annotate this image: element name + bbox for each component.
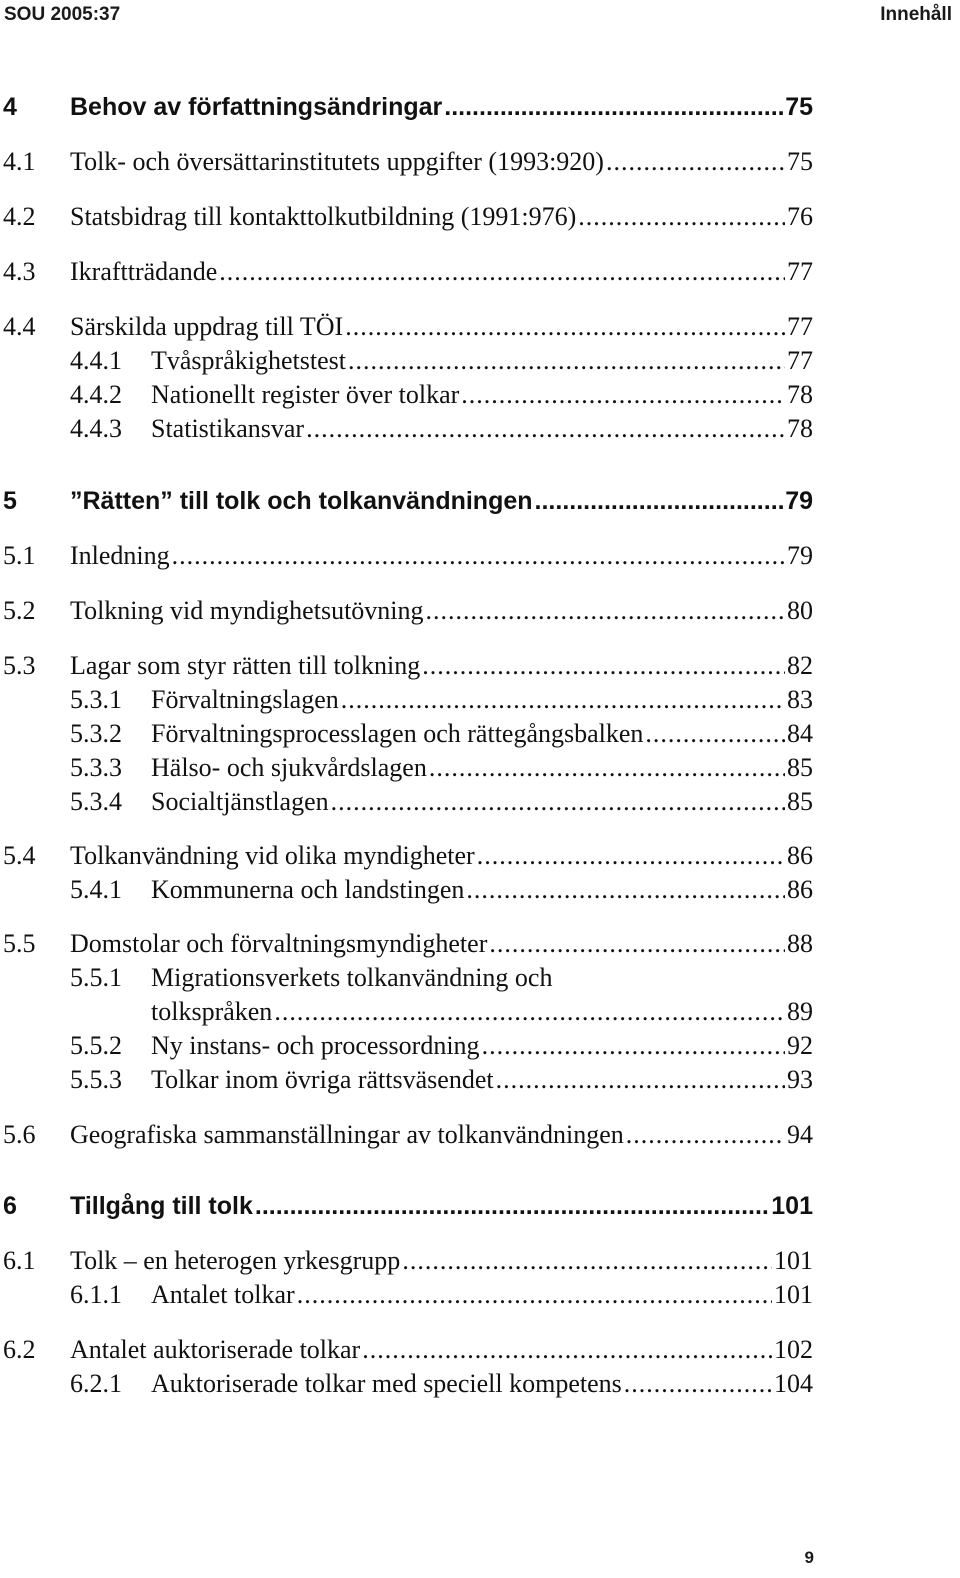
toc-entry-number: 6.2.1 [70,1369,122,1398]
dot-leader [496,1063,785,1097]
toc-entry[interactable] [0,255,960,289]
toc-entry-page: 104 [774,1369,813,1398]
toc-entry-number: 6 [3,1192,17,1220]
toc-entry-number: 5.5 [3,929,36,958]
toc-entry[interactable] [0,1333,960,1367]
dot-leader [645,717,785,751]
toc-entry-number: 5.5.2 [70,1031,122,1060]
dot-leader [466,873,785,907]
toc-entry-page: 86 [787,875,813,904]
toc-entry-number: 5.4.1 [70,875,122,904]
toc-entry-title: Statsbidrag till kontakttolkutbildning (1991:976) [70,202,577,231]
toc-entry[interactable] [0,927,960,961]
toc-entry-title: Ny instans- och processordning [151,1031,480,1060]
toc-entry-page: 77 [787,257,813,286]
toc-entry[interactable] [0,412,960,446]
toc-entry[interactable] [0,344,960,378]
toc-entry-page: 101 [771,1192,813,1220]
toc-entry[interactable] [0,539,960,573]
toc-entry-title: Tolkanvändning vid olika myndigheter [70,841,475,870]
toc-entry-number: 4.4 [3,312,36,341]
toc-entry-title: Tillgång till tolk [70,1192,253,1220]
toc-entry-page: 102 [774,1335,813,1364]
toc-entry-title: Särskilda uppdrag till TÖI [70,312,344,341]
dot-leader [341,683,785,717]
dot-leader [461,378,785,412]
toc-entry-page: 79 [787,541,813,570]
toc-entry[interactable] [0,785,960,819]
toc-entry[interactable] [0,145,960,179]
toc-entry[interactable] [0,717,960,751]
toc-entry-page: 80 [787,596,813,625]
toc-entry-page: 77 [787,312,813,341]
dot-leader [477,839,785,873]
toc-entry-title: Inledning [70,541,170,570]
toc-entry[interactable] [0,649,960,683]
running-header-left: SOU 2005:37 [4,4,121,25]
dot-leader [402,1244,772,1278]
dot-leader [345,310,785,344]
toc-entry-number: 5.3 [3,651,36,680]
toc-entry-title: Statistikansvar [151,414,305,443]
toc-entry[interactable] [0,1029,960,1063]
toc-entry-number: 4 [3,93,17,121]
toc-entry-number: 5.5.1 [70,963,122,992]
toc-entry-page: 75 [787,147,813,176]
toc-entry-page: 75 [785,93,813,121]
toc-entry[interactable] [0,961,960,1026]
toc-entry-number: 5.3.3 [70,753,122,782]
toc-entry[interactable] [0,1367,960,1401]
toc-entry-title: Förvaltningslagen [151,685,339,714]
toc-entry-number: 6.2 [3,1335,36,1364]
toc-entry[interactable] [0,1278,960,1312]
toc-entry[interactable] [0,1063,960,1097]
toc-entry-number: 4.1 [3,147,36,176]
toc-entry-number: 4.4.2 [70,380,122,409]
toc-entry-page: 78 [787,414,813,443]
toc-entry-number: 5.4 [3,841,36,870]
dot-leader [331,785,785,819]
toc-entry-title: Ikraftträdande [70,257,218,286]
toc-entry-title: Tvåspråkighetstest [151,346,346,375]
dot-leader [362,1333,772,1367]
running-header-right: Innehåll [880,4,952,25]
dot-leader [429,751,785,785]
toc-entry-title: Förvaltningsprocesslagen och rättegångsbalken [151,719,644,748]
page-number: 9 [804,1548,814,1567]
toc-entry-title: Tolkning vid myndighetsutövning [70,596,424,625]
toc-entry-title: Antalet auktoriserade tolkar [70,1335,361,1364]
dot-leader [578,200,785,234]
toc-entry-page: 92 [787,1031,813,1060]
toc-entry-number: 5.5.3 [70,1065,122,1094]
toc-entry[interactable] [0,1189,960,1223]
toc-entry-number: 4.3 [3,257,36,286]
toc-entry-page: 94 [787,1120,813,1149]
toc-entry-page: 85 [787,753,813,782]
dot-leader [535,484,784,518]
toc-entry-page: 101 [774,1280,813,1309]
dot-leader [297,1278,772,1312]
toc-entry[interactable] [0,839,960,873]
dot-leader [624,1367,772,1401]
toc-entry-title: Nationellt register över tolkar [151,380,460,409]
toc-entry[interactable] [0,200,960,234]
toc-entry-page: 85 [787,787,813,816]
toc-entry-title: Tolk- och översättarinstitutets uppgifter (1993:920) [70,147,604,176]
dot-leader [219,255,785,289]
toc-entry-page: 77 [787,346,813,375]
toc-entry[interactable] [0,1244,960,1278]
toc-entry-page: 78 [787,380,813,409]
toc-entry-title: Geografiska sammanställningar av tolkanvändningen [70,1120,624,1149]
dot-leader [606,145,785,179]
dot-leader [426,594,785,628]
dot-leader [422,649,785,683]
toc-entry-title: Tolkar inom övriga rättsväsendet [151,1065,494,1094]
toc-entry-title: Behov av författningsändringar [70,93,443,121]
toc-entry-number: 5.3.4 [70,787,122,816]
toc-entry-page: 82 [787,651,813,680]
dot-leader [348,344,785,378]
toc-entry[interactable] [0,594,960,628]
toc-entry-page: 83 [787,685,813,714]
toc-entry-title: Socialtjänstlagen [151,787,329,816]
toc-entry-number: 5.2 [3,596,36,625]
toc-entry-page: 84 [787,719,813,748]
toc-entry-number: 5.1 [3,541,36,570]
toc-entry-title: Tolk – en heterogen yrkesgrupp [70,1246,401,1275]
toc-entry[interactable] [0,484,960,518]
toc-entry-number: 4.4.3 [70,414,122,443]
toc-entry[interactable] [0,683,960,717]
dot-leader [306,412,785,446]
toc-entry-number: 5.3.2 [70,719,122,748]
toc-entry-title: Kommunerna och landstingen [151,875,465,904]
toc-entry-title: Hälso- och sjukvårdslagen [151,753,427,782]
toc-entry[interactable] [0,873,960,907]
toc-entry-number: 4.4.1 [70,346,122,375]
toc-entry-number: 5 [3,487,17,515]
toc-entry-page: 89 [787,997,813,1026]
toc-entry-title-continued: tolkspråken [151,997,273,1026]
dot-leader [444,90,783,124]
toc-entry-title: Antalet tolkar [151,1280,295,1309]
toc-entry[interactable] [0,751,960,785]
toc-entry-number: 5.6 [3,1120,36,1149]
dot-leader [482,1029,785,1063]
dot-leader [172,539,785,573]
toc-entry[interactable] [0,378,960,412]
toc-entry-title: Migrationsverkets tolkanvändning och [151,963,553,992]
toc-entry-title: Lagar som styr rätten till tolkning [70,651,421,680]
dot-leader [626,1118,785,1152]
toc-entry-number: 6.1 [3,1246,36,1275]
toc-entry-page: 76 [787,202,813,231]
toc-entry-number: 6.1.1 [70,1280,122,1309]
dot-leader [489,927,785,961]
toc-entry-page: 93 [787,1065,813,1094]
dot-leader [255,1189,769,1223]
toc-entry-page: 86 [787,841,813,870]
toc-entry[interactable] [0,1118,960,1152]
toc-entry-title: Auktoriserade tolkar med speciell kompetens [151,1369,622,1398]
toc-entry-title: ”Rätten” till tolk och tolkanvändningen [70,487,533,515]
toc-entry[interactable] [0,310,960,344]
toc-entry-page: 79 [785,487,813,515]
dot-leader [274,995,785,1029]
toc-entry-page: 88 [787,929,813,958]
toc-entry[interactable] [0,90,960,124]
toc-entry-page: 101 [774,1246,813,1275]
toc-entry-number: 4.2 [3,202,36,231]
toc-entry-number: 5.3.1 [70,685,122,714]
toc-entry-title: Domstolar och förvaltningsmyndigheter [70,929,488,958]
